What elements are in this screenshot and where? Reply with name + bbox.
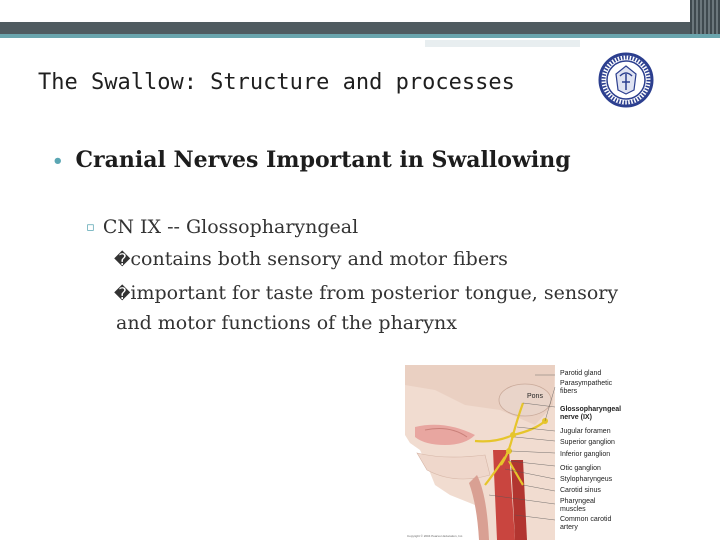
missing-glyph: �: [114, 250, 131, 269]
teal-band: [0, 34, 720, 38]
label-inferior-ganglion: Inferior ganglion: [560, 451, 611, 458]
svg-text:Copyright © 2004 Pearson Educa: Copyright © 2004 Pearson Education, Inc.: [407, 534, 464, 538]
label-parotid-gland: Parotid gland: [560, 370, 602, 377]
label-artery: artery: [560, 524, 578, 531]
anatomy-illustration: [405, 365, 650, 540]
glossopharyngeal-anatomy-figure: [405, 365, 650, 540]
university-seal-logo: [598, 52, 654, 108]
light-strip: [425, 40, 580, 47]
label-glossopharyngeal: Glossopharyngeal: [560, 406, 622, 413]
bullet-heading: [52, 147, 571, 173]
label-nerve-ix: nerve (IX): [560, 414, 592, 421]
label-common-carotid: Common carotid: [560, 516, 612, 523]
square-bullet-icon: ▫: [86, 220, 95, 235]
detail-line-1: [114, 248, 508, 270]
sub-bullet-text: CN IX -- Glossopharyngeal: [102, 216, 359, 238]
sub-bullet: [86, 216, 358, 238]
label-pons: Pons: [527, 393, 543, 400]
label-pharyngeal: Pharyngeal: [560, 498, 596, 505]
detail-text-1: contains both sensory and motor fibers: [130, 248, 508, 270]
detail-line-2: [114, 282, 618, 304]
label-otic-ganglion: Otic ganglion: [560, 465, 601, 472]
bullet-text: Cranial Nerves Important in Swallowing: [75, 147, 571, 173]
label-muscles: muscles: [560, 506, 586, 513]
detail-line-3: and motor functions of the pharynx: [116, 312, 457, 334]
detail-text-2: important for taste from posterior tongue, sensory: [130, 282, 619, 304]
missing-glyph: �: [114, 284, 131, 303]
label-carotid-sinus: Carotid sinus: [560, 487, 601, 494]
label-superior-ganglion: Superior ganglion: [560, 439, 615, 446]
label-fibers: fibers: [560, 388, 578, 395]
label-parasympathetic: Parasympathetic: [560, 380, 613, 387]
dark-band: [0, 22, 690, 34]
bullet-dot-icon: •: [52, 151, 64, 172]
label-jugular-foramen: Jugular foramen: [560, 428, 611, 435]
slide-header-band: [0, 0, 720, 34]
slide-title: The Swallow: Structure and processes: [38, 70, 515, 95]
corner-pattern: [690, 0, 720, 34]
label-stylopharyngeus: Stylopharyngeus: [560, 476, 613, 483]
